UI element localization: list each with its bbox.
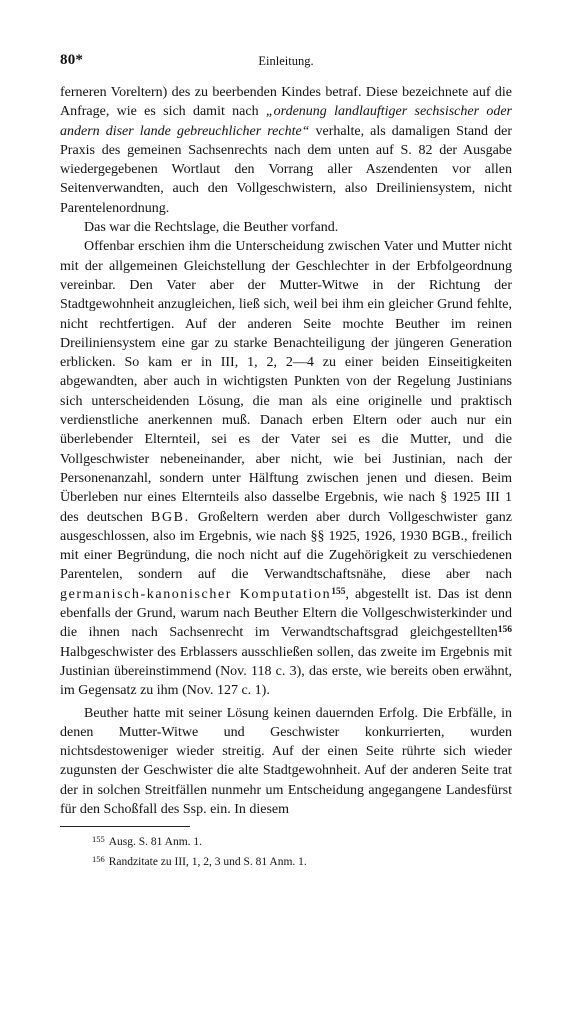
paragraph-4: Beuther hatte mit seiner Lösung keinen dauernden Erfolg. Die Erbfälle, in denen Mutter-Witwe und Geschwister konkurrierten, wurden nichtsdestoweniger wieder streitig. Auf der einen Seite rührte sich wieder zugunsten der Geschwister die alte Stadtgewohnheit. Auf der anderen Seite trat der in solchen Streitfällen nunmehr um Entscheidung angegangene Landesfürst für den Schoßfall des Ssp. ein. In diesem — [60, 705, 512, 817]
footnote-divider — [60, 826, 190, 827]
paragraph-3 — [60, 237, 512, 700]
page-number: 80* — [60, 52, 84, 68]
paragraph-3-text-b: Großeltern werden aber durch Vollgeschwister ganz ausgeschlossen, also im Ergebnis, wie nach §§ 1925, 1926, 1930 BGB., freilich mit einer Begründung, die noch nicht auf die Zugehörigkeit zu verschiedenen Parentelen, sondern auf die Verwandtschaftsnähe, diese aber nach — [60, 509, 512, 583]
footnote-ref-156[interactable]: 156 — [497, 625, 512, 636]
paragraph-3-text-d: Halbgeschwister des Erblassers ausschließen sollen, das zweite im Ergebnis mit Justinian übereinstimmend (Nov. 118 c. 3), das erste, wie bereits oben erwähnt, im Gegensatz zu ihm (Nov. 127 c. 1). — [60, 644, 512, 699]
page-header — [60, 52, 512, 70]
footnote-text: Randzitate zu III, 1, 2, 3 und S. 81 Anm. 1. — [108, 856, 307, 868]
paragraph-1-quote: „ordenung landlauftiger sechsischer oder andern diser lande gebreuchlicher rechte“ — [60, 104, 512, 139]
running-title: Einleitung. — [258, 54, 314, 68]
paragraph-3-spaced-term: germanisch-kanonischer Komputation — [60, 586, 332, 602]
footnote-number: 155 — [92, 834, 105, 844]
paragraph-1-text-b: verhalte, als damaligen Stand der Praxis des gemeinen Sachsenrechts nach dem unten auf S. 82 der Ausgabe wiedergegebenen Wortlaut den Vorrang aller Aszendenten vor allen Seitenverwandten, auch den Vollgeschwistern, also Dreiliniensystem, nicht Parentelenordnung. — [60, 123, 512, 216]
footnote-text: Ausg. S. 81 Anm. 1. — [108, 836, 203, 848]
footnotes — [60, 831, 512, 871]
footnote-156 — [60, 851, 512, 871]
footnote-number: 156 — [92, 854, 105, 864]
paragraph-3-text-c: , abgestellt ist. Das ist denn ebenfalls der Grund, warum nach Beuther Eltern die Vollgeschwisterkinder und die ihnen nach Sachsenrecht im Verwandtschaftsgrad gleichgestellten — [60, 586, 513, 641]
paragraph-2: Das war die Rechtslage, die Beuther vorfand. — [84, 220, 339, 236]
paragraph-1-text-a: ferneren Voreltern) des zu beerbenden Kindes betraf. Diese bezeichnete auf die Anfrage, wie es sich damit nach — [60, 85, 512, 120]
footnote-ref-155[interactable]: 155 — [331, 586, 346, 597]
body-text — [60, 83, 512, 819]
paragraph-3-text-a: Offenbar erschien ihm die Unterscheidung zwischen Vater und Mutter nicht mit der allgemeinen Gleichstellung der Geschlechter in der Erbfolgeordnung vereinbar. Den Vater aber der Mutter-Witwe in der Richtung der Stadtgewohnheit anzugleichen, ließ sich, weil bei ihm ein gleicher Grund fehlte, nicht rechtfertigen. Auf der anderen Seite mochte Beuther im reinen Dreiliniensystem eine gar zu starke Benachteiligung der jüngeren Generation erblicken. So kam er in III, 1, 2, 2—4 zu einer beiden Einseitigkeiten abgewandten, aber auch in wichtigsten Punkten von der Regelung Justinians sich unterscheidenden Lösung, die man als eine originelle und praktisch verdienstliche anerkennen muß. Danach erben Eltern oder auch nur ein überlebender Elternteil, sei es der Vater sei es die Mutter, und die Vollgeschwister nebeneinander, aber nicht, wie bei Justinian, nach der Personenanzahl, sondern unter Hälftung zwischen jenen und diesen. Beim Überleben nur eines Elternteils also dasselbe Ergebnis, wie nach § 1925 III 1 des deutschen — [60, 239, 512, 525]
paragraph-3-spaced-bgb: BGB. — [151, 509, 190, 525]
footnote-155 — [60, 831, 512, 851]
paragraph-1 — [60, 83, 512, 218]
